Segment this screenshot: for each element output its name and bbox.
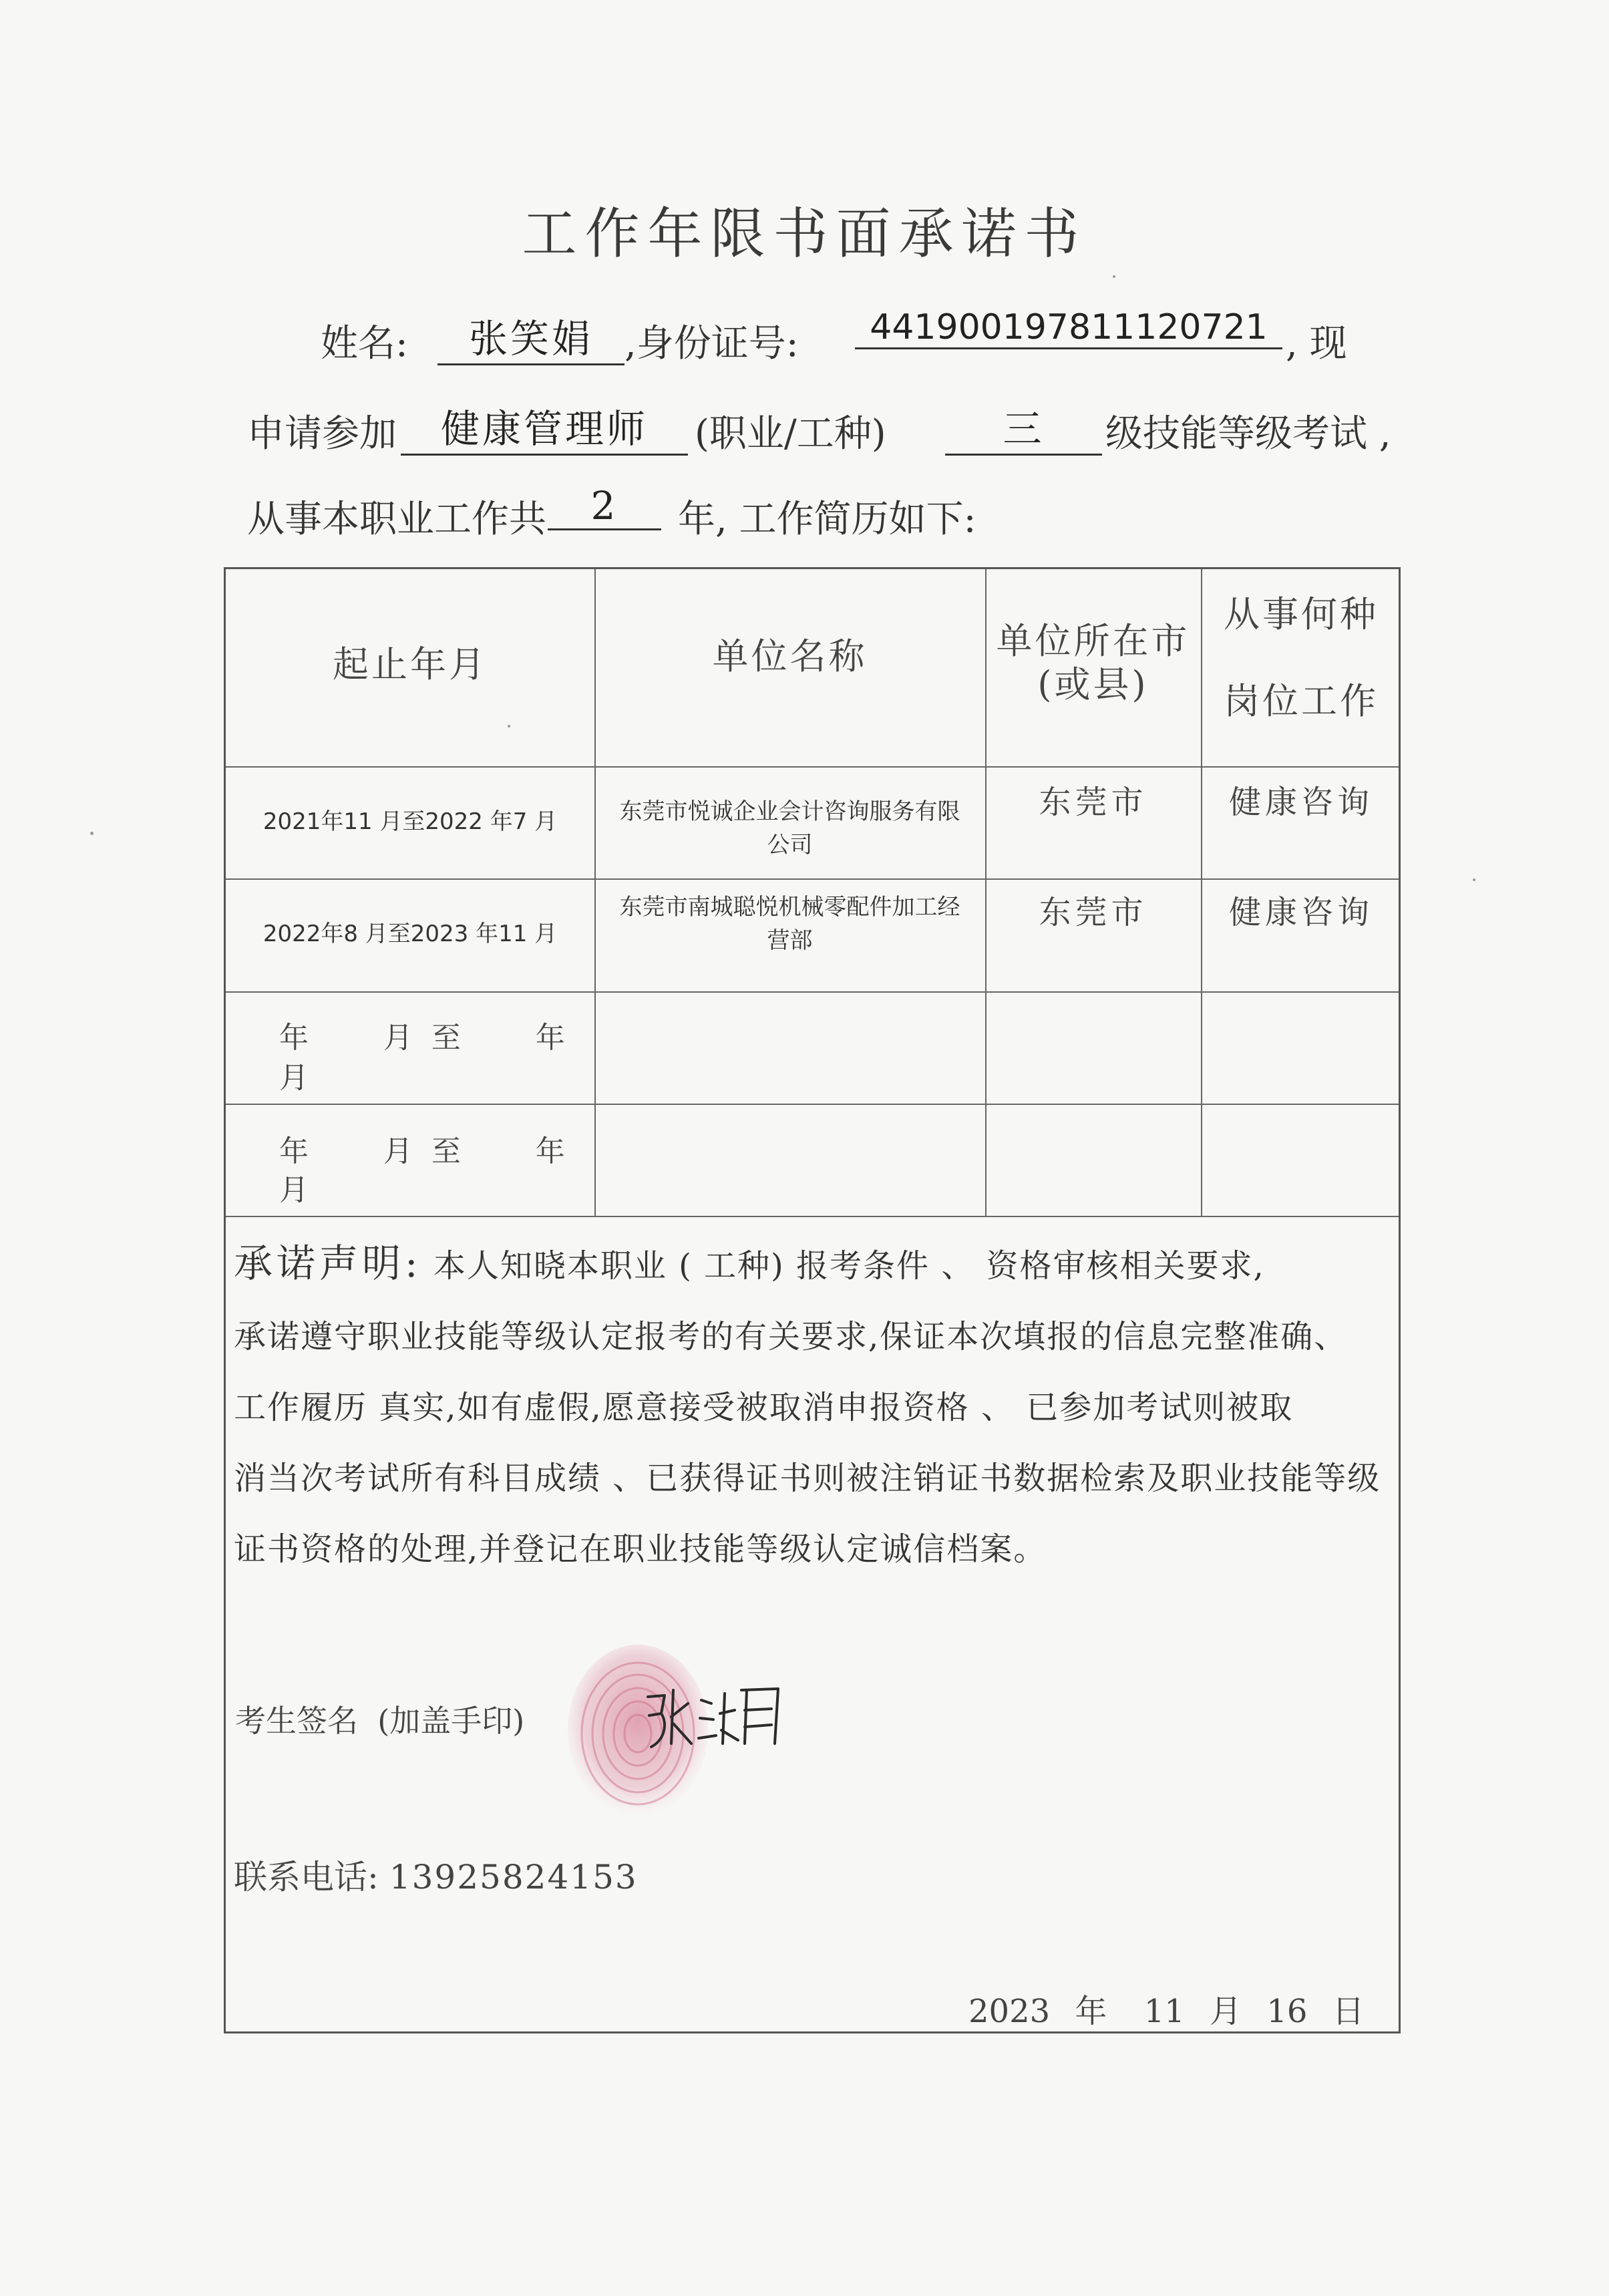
- id-number: 441900197811120721: [855, 307, 1282, 349]
- contact-line: [234, 1850, 638, 1899]
- row2-period: 2022年8 月至2023 年11 月: [262, 921, 558, 947]
- row-divider: [226, 766, 1399, 768]
- row-divider: [226, 1216, 1399, 1217]
- pledge-line-2: 承诺遵守职业技能等级认定报考的有关要求,保证本次填报的信息完整准确、: [234, 1318, 1348, 1355]
- intro-line-3: [247, 490, 546, 543]
- level-value: 三: [945, 397, 1102, 456]
- row2-unit-line2: 营部: [767, 927, 813, 954]
- level-suffix: 级技能等级考试 ,: [1105, 412, 1391, 456]
- date-year: 2023: [968, 1993, 1051, 2030]
- id-label: ,身份证号:: [624, 322, 799, 365]
- scan-speck: [90, 832, 94, 835]
- years-suffix: 年, 工作简历如下:: [678, 498, 976, 541]
- row1-period: 2021年11 月至2022 年7 月: [262, 808, 558, 835]
- line1-end-text: , 现: [1286, 322, 1347, 365]
- row-divider: [226, 878, 1399, 880]
- row2-unit-line1: 东莞市南城聪悦机械零配件加工经: [619, 894, 960, 921]
- header-city-line1: 单位所在市: [996, 620, 1190, 662]
- scan-speck: [1113, 275, 1115, 278]
- date-day: 16: [1266, 1993, 1308, 2030]
- pledge-line-1-text: 本人知晓本职业 ( 工种) 报考条件 、 资格审核相关要求,: [433, 1247, 1265, 1285]
- intro-line-1: [321, 314, 408, 367]
- occupation-suffix: (职业/工种): [695, 412, 886, 456]
- apply-prefix: 申请参加: [247, 412, 397, 456]
- row3-period-line1: 年 月 至 年: [279, 1021, 565, 1055]
- row1-post: 健康咨询: [1228, 784, 1373, 821]
- occupation-value: 健康管理师: [401, 397, 688, 456]
- date-year-label: 年: [1075, 1993, 1107, 2030]
- row2-city: 东莞市: [1039, 894, 1147, 931]
- pledge-line-3: 工作履历 真实,如有虚假,愿意接受被取消申报资格 、 已参加考试则被取: [234, 1389, 1294, 1426]
- signature-label: 考生签名 (加盖手印): [235, 1703, 525, 1739]
- name-label: 姓名:: [321, 322, 408, 365]
- row4-period-line2: 月: [279, 1173, 309, 1207]
- date-month: 11: [1143, 1993, 1185, 2030]
- row1-unit-line2: 公司: [767, 832, 813, 858]
- header-period: 起止年月: [333, 643, 488, 685]
- document-title: 工作年限书面承诺书: [522, 202, 1087, 266]
- pledge-line-5: 证书资格的处理,并登记在职业技能等级认定诚信档案。: [234, 1530, 1047, 1568]
- row1-city: 东莞市: [1039, 784, 1147, 821]
- row3-period-line2: 月: [279, 1061, 309, 1095]
- occupation-suffix-wrap: [695, 404, 886, 458]
- years-value: 2: [548, 483, 661, 530]
- row-divider: [226, 1104, 1399, 1105]
- phone-label: 联系电话:: [234, 1858, 379, 1897]
- pledge-heading: 承诺声明:: [234, 1241, 422, 1286]
- name-value: 张笑娟: [437, 307, 624, 365]
- pledge-line-1: [234, 1228, 1389, 1301]
- years-prefix: 从事本职业工作共: [247, 498, 546, 541]
- date-day-label: 日: [1332, 1993, 1365, 2030]
- signing-date: [968, 1985, 1365, 2031]
- header-city-line2: (或县): [1037, 663, 1149, 705]
- row2-post: 健康咨询: [1228, 894, 1373, 931]
- handwritten-signature: [641, 1677, 788, 1757]
- pledge-statement: [234, 1228, 1389, 1585]
- row4-period-line1: 年 月 至 年: [279, 1134, 565, 1168]
- intro-line-2: [247, 404, 397, 458]
- pledge-line-4: 消当次考试所有科目成绩 、已获得证书则被注销证书数据检索及职业技能等级: [234, 1460, 1381, 1497]
- id-label-wrap: [624, 314, 799, 367]
- date-month-label: 月: [1210, 1993, 1242, 2030]
- row1-unit-line1: 东莞市悦诚企业会计咨询服务有限: [619, 798, 960, 825]
- header-unit: 单位名称: [712, 635, 868, 677]
- row-divider: [226, 991, 1399, 993]
- phone-number: 13925824153: [389, 1858, 638, 1897]
- header-post-line1: 从事何种: [1224, 593, 1379, 635]
- level-suffix-wrap: [1105, 404, 1391, 458]
- line1-end: [1286, 314, 1347, 367]
- years-suffix-wrap: [678, 490, 976, 543]
- header-post-line2: 岗位工作: [1224, 680, 1379, 722]
- scan-speck: [1473, 878, 1475, 881]
